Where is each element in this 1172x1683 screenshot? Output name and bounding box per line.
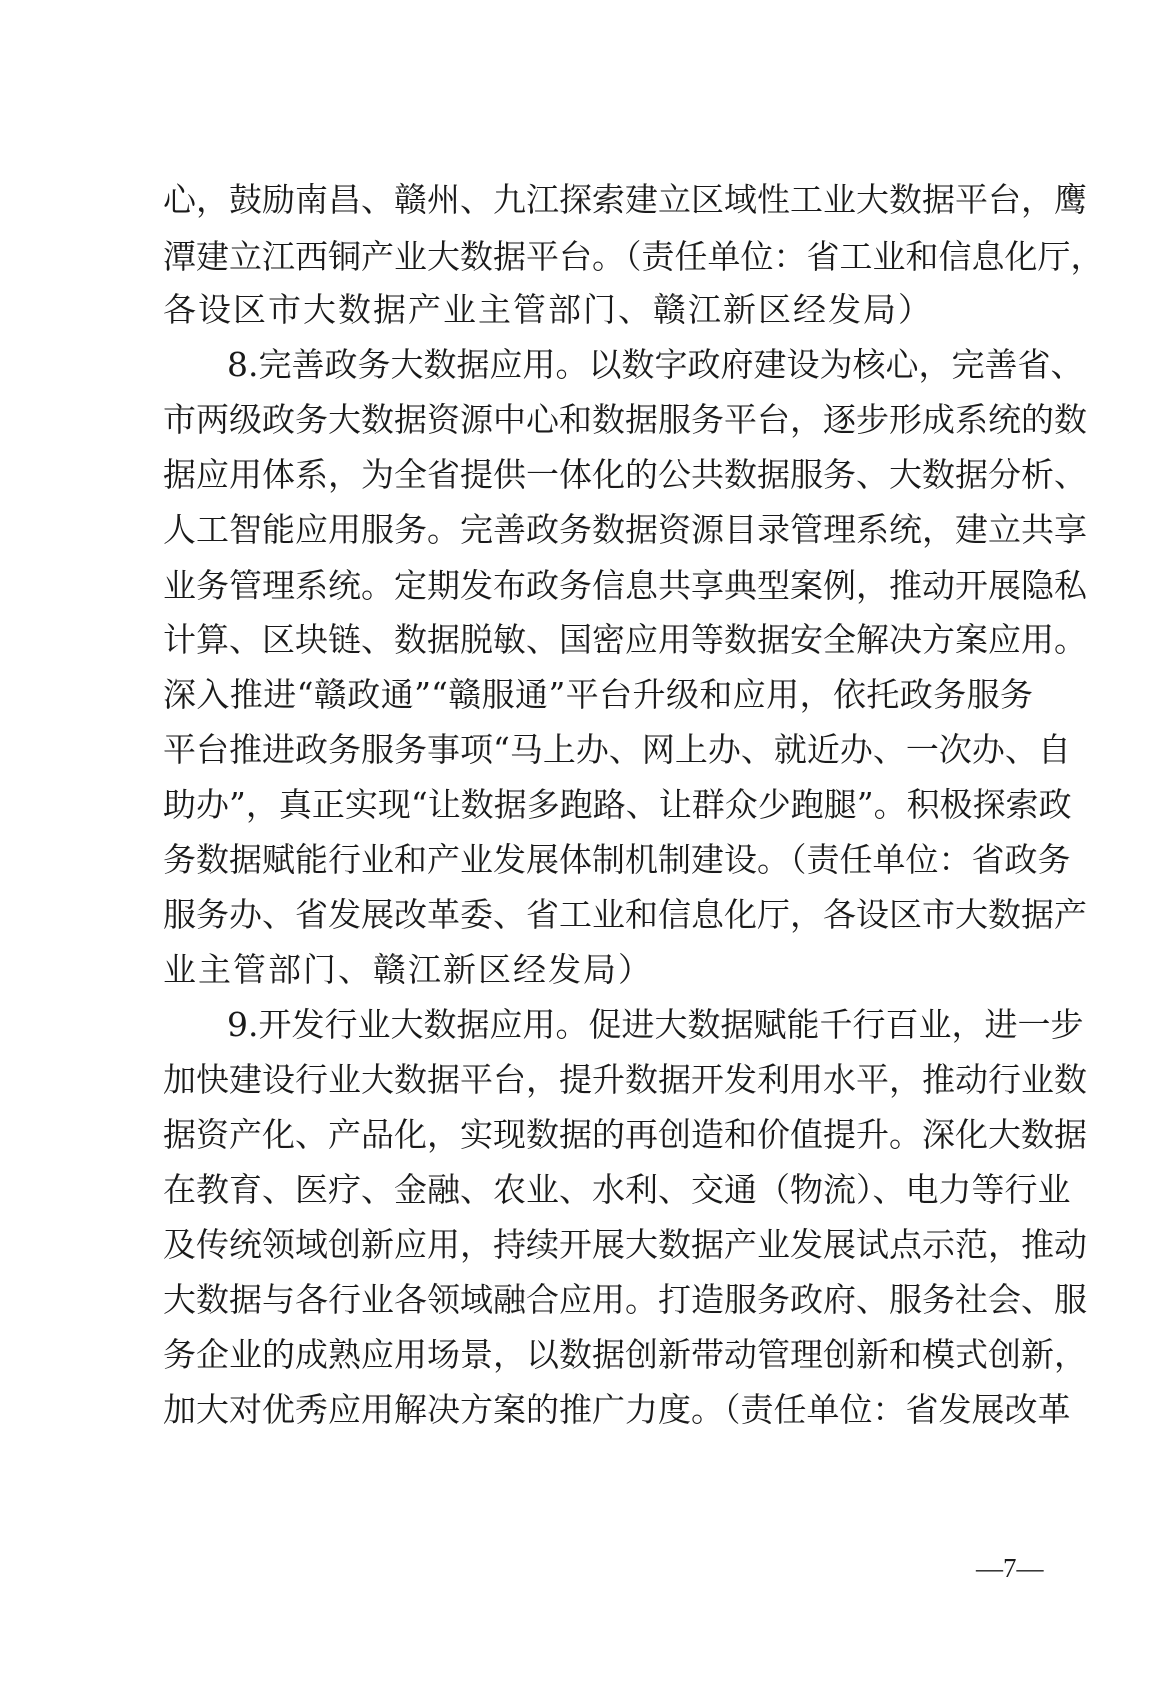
text-line: 据应用体系，为全省提供一体化的公共数据服务、大数据分析、 <box>163 455 1087 494</box>
text-line: 市两级政务大数据资源中心和数据服务平台，逐步形成系统的数 <box>163 400 1087 439</box>
text-line: 在教育、医疗、金融、农业、水利、交通（物流）、电力等行业 <box>163 1170 1071 1209</box>
text-line: 心，鼓励南昌、赣州、九江探索建立区域性工业大数据平台，鹰 <box>163 180 1087 219</box>
text-line: 人工智能应用服务。完善政务数据资源目录管理系统，建立共享 <box>163 510 1087 549</box>
text-line: 服务办、省发展改革委、省工业和信息化厅，各设区市大数据产 <box>163 895 1087 934</box>
text-line: 业务管理系统。定期发布政务信息共享典型案例，推动开展隐私 <box>163 566 1087 605</box>
text-line: 加快建设行业大数据平台，提升数据开发利用水平，推动行业数 <box>163 1060 1087 1099</box>
text-line: 深入推进“赣政通”“赣服通”平台升级和应用，依托政务服务 <box>163 675 1033 714</box>
text-line: 及传统领域创新应用，持续开展大数据产业发展试点示范，推动 <box>163 1225 1087 1264</box>
text-line: 大数据与各行业各领域融合应用。打造服务政府、服务社会、服 <box>163 1280 1087 1319</box>
text-line: 潭建立江西铜产业大数据平台。（责任单位：省工业和信息化厅， <box>163 237 1104 276</box>
text-line: 计算、区块链、数据脱敏、国密应用等数据安全解决方案应用。 <box>163 620 1087 659</box>
item-9-heading-line: 9.开发行业大数据应用。促进大数据赋能千行百业，进一步 <box>227 1005 1084 1044</box>
text-line: 加大对优秀应用解决方案的推广力度。（责任单位：省发展改革 <box>163 1390 1071 1429</box>
text-line: 务企业的成熟应用场景，以数据创新带动管理创新和模式创新， <box>163 1335 1087 1374</box>
text-line: 助办”，真正实现“让数据多跑路、让群众少跑腿”。积极探索政 <box>163 785 1072 824</box>
text-line: 务数据赋能行业和产业发展体制机制建设。（责任单位：省政务 <box>163 840 1071 879</box>
text-line: 各设区市大数据产业主管部门、赣江新区经发局） <box>163 290 933 329</box>
item-8-heading-line: 8.完善政务大数据应用。以数字政府建设为核心，完善省、 <box>227 345 1084 384</box>
page-number: —7— <box>976 1553 1044 1583</box>
text-line: 据资产化、产品化，实现数据的再创造和价值提升。深化大数据 <box>163 1115 1087 1154</box>
text-line: 平台推进政务服务事项“马上办、网上办、就近办、一次办、自 <box>163 730 1071 769</box>
text-line: 业主管部门、赣江新区经发局） <box>163 950 653 989</box>
